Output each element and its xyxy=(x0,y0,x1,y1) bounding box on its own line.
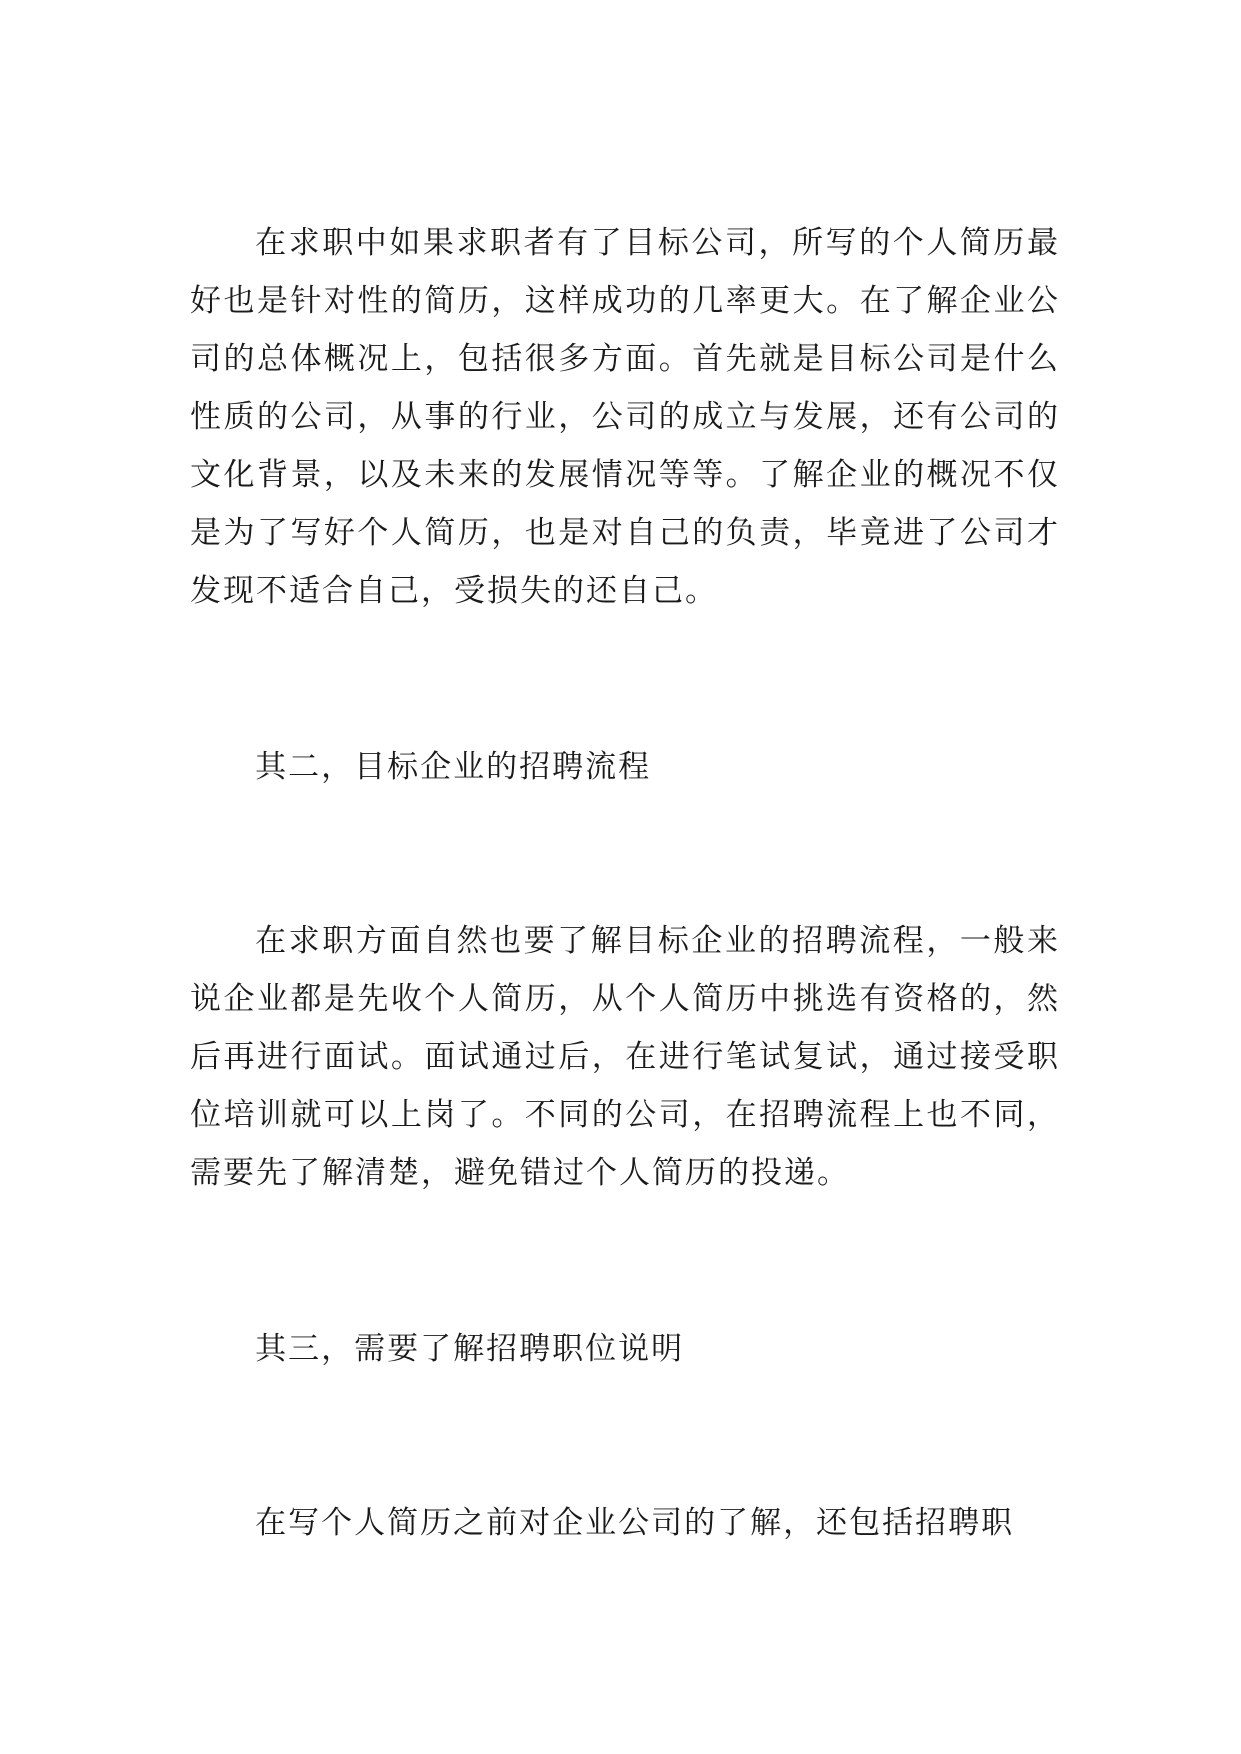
paragraph-company-overview: 在求职中如果求职者有了目标公司，所写的个人简历最好也是针对性的简历，这样成功的几率更大。在了解企业公司的总体概况上，包括很多方面。首先就是目标公司是什么性质的公司，从事的行业，公司的成立与发展，还有公司的文化背景，以及未来的发展情况等等。了解企业的概况不仅是为了写好个人简历，也是对自己的负责，毕竟进了公司才发现不适合自己，受损失的还自己。 xyxy=(190,225,1060,609)
section-heading-recruitment-process: 其二，目标企业的招聘流程 xyxy=(255,749,652,785)
paragraph-recruitment-process: 在求职方面自然也要了解目标企业的招聘流程，一般来说企业都是先收个人简历，从个人简历中挑选有资格的，然后再进行面试。面试通过后，在进行笔试复试，通过接受职位培训就可以上岗了。不同的公司，在招聘流程上也不同，需要先了解清楚，避免错过个人简历的投递。 xyxy=(190,923,1060,1191)
section-heading-job-description: 其三，需要了解招聘职位说明 xyxy=(255,1331,685,1367)
paragraph-job-description: 在写个人简历之前对企业公司的了解，还包括招聘职 xyxy=(255,1505,1015,1541)
